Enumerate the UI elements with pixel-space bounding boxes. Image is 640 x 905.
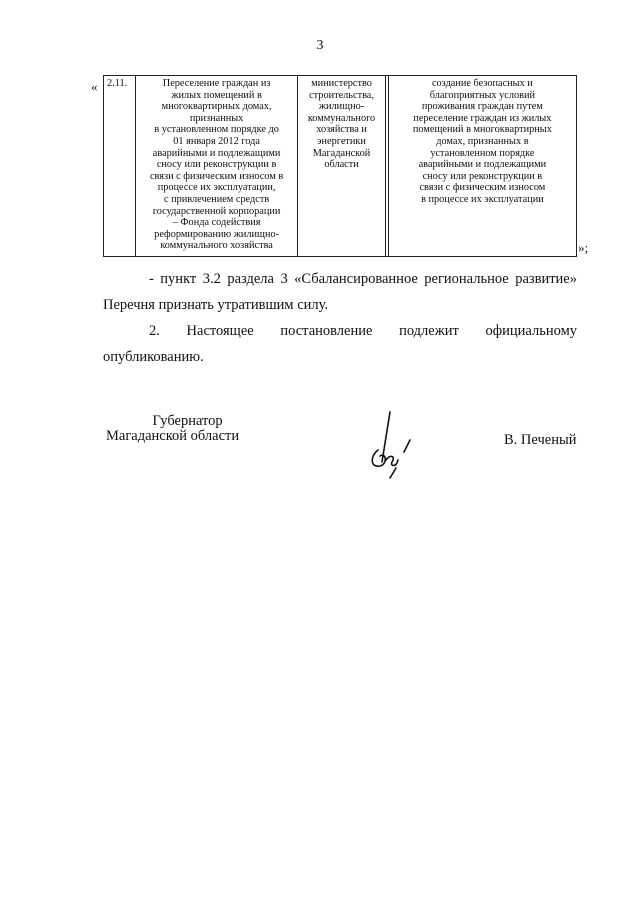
cell-text-line: благоприятных условий	[429, 89, 536, 101]
cell-text-line: признанных	[189, 112, 244, 124]
handwritten-signature	[360, 410, 420, 482]
cell-text-line: энергетики	[317, 135, 366, 147]
cell-text-line: сносу или реконструкции в	[156, 159, 277, 171]
cell-text-line: в процессе их эксплуатации	[421, 193, 544, 205]
cell-text-line: жилищно-	[318, 101, 365, 113]
cell-text-line: в установленном порядке до	[154, 124, 279, 136]
opening-quote: «	[91, 79, 98, 94]
cell-text-line: Переселение граждан из	[162, 78, 271, 89]
cell-text-line: установленном порядке	[430, 147, 535, 159]
cell-text-line: коммунального хозяйства	[160, 240, 273, 252]
executor-cell	[298, 76, 385, 257]
cell-text-line: – Фонда содействия	[172, 217, 261, 229]
governor-title-line2: Магаданской области	[106, 428, 240, 444]
cell-text-line: реформированию жилищно-	[154, 228, 280, 240]
cell-text-line: министерство	[311, 78, 372, 89]
governor-title	[106, 414, 239, 444]
paragraph-publication-cont: опубликованию.	[103, 349, 204, 365]
cell-text-line: хозяйства и	[316, 124, 367, 136]
cell-text-line: домах, признанных в	[436, 135, 529, 147]
paragraph-publication: 2. Настоящее постановление подлежит официальному	[149, 323, 577, 339]
signer-name: В. Печеный	[504, 432, 577, 448]
cell-text-line: государственной корпорации	[152, 205, 281, 217]
page-number: 3	[316, 38, 324, 53]
cell-text-line: коммунального	[307, 112, 376, 124]
governor-title-line1: Губернатор	[152, 413, 223, 429]
cell-text-line: многоквартирных домах,	[161, 101, 272, 113]
cell-text-line: связи с физическим износом	[419, 182, 546, 194]
cell-text-line: области	[324, 159, 359, 171]
cell-text-line: сносу или реконструкции в	[422, 170, 543, 182]
cell-text-line: помещений в многоквартирных	[412, 124, 552, 136]
cell-text-line: строительства,	[309, 89, 374, 101]
table-row	[104, 76, 577, 257]
paragraph-item-removal: - пункт 3.2 раздела 3 «Сбалансированное региональное развитие»	[149, 271, 577, 287]
cell-text-line: процессе их эксплуатации,	[157, 182, 276, 194]
cell-text-line: проживания граждан путем	[421, 101, 543, 113]
activity-name-cell	[135, 76, 297, 257]
cell-text-line: с привлечением средств	[163, 193, 270, 205]
cell-text-line: Магаданской	[312, 147, 371, 159]
amendment-table	[103, 75, 577, 257]
cell-text-line: переселение граждан из жилых	[413, 112, 552, 124]
cell-text-line: 01 января 2012 года	[173, 135, 260, 147]
expected-result-cell	[388, 76, 576, 257]
cell-text-line: связи с физическим износом в	[149, 170, 284, 182]
cell-text-line: создание безопасных и	[431, 78, 533, 89]
paragraph-item-removal-cont: Перечня признать утратившим силу.	[103, 297, 329, 313]
cell-text-line: аварийными и подлежащими	[418, 159, 547, 171]
row-number-cell: 2.11.	[104, 76, 136, 257]
closing-quote: »;	[578, 240, 589, 255]
cell-text-line: аварийными и подлежащими	[152, 147, 281, 159]
cell-text-line: жилых помещений в	[171, 89, 262, 101]
